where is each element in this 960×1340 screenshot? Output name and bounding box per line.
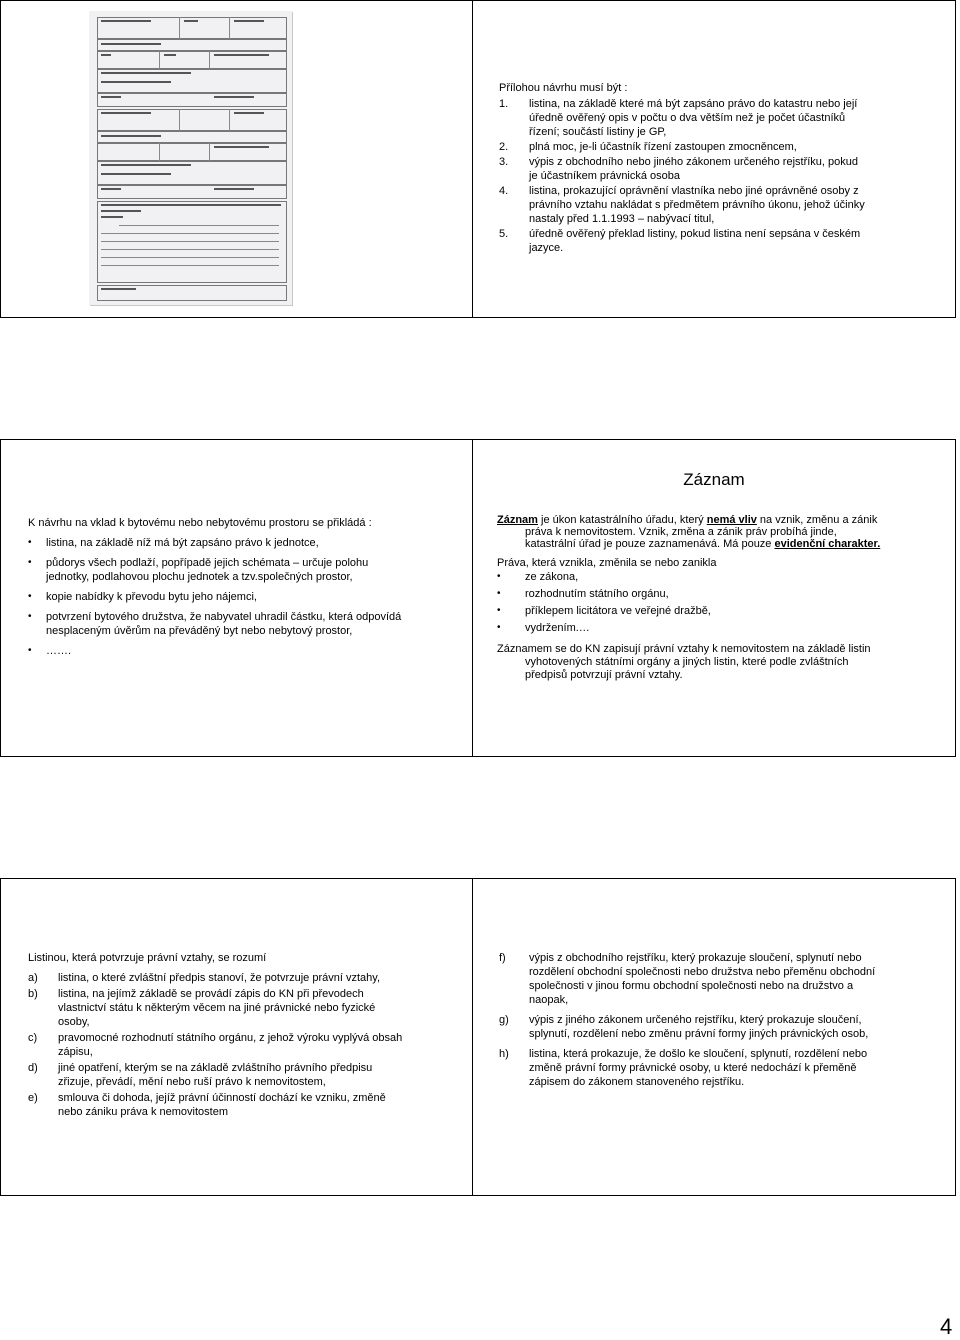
list-item: a) listina, o které zvláštní předpis stanoví, že potvrzuje právní vztahy, bbox=[28, 972, 381, 984]
attachments-list bbox=[499, 81, 869, 256]
list-item: • rozhodnutím státního orgánu, bbox=[497, 587, 887, 601]
list-item: • půdorys všech podlaží, popřípadě jejich schémata – určuje polohu jednotky, podlahovou plochu jednotek a tzv.společných prostor, bbox=[28, 556, 408, 584]
list-item: f) výpis z obchodního rejstříku, který prokazuje sloučení, splynutí nebo rozdělení obchodní společnosti nebo družstva nebo přeměnu obchodní společnosti v jinou formu obchodní společnosti nebo na družstvo a naopak, bbox=[499, 952, 876, 1006]
documents-heading: Listinou, která potvrzuje právní vztahy, se rozumí bbox=[28, 952, 267, 964]
list-item: 3. výpis z obchodního nebo jiného zákonem určeného rejstříku, pokud je účastníkem právnická osoba bbox=[499, 156, 858, 182]
list-item: • příklepem licitátora ve veřejné dražbě, bbox=[497, 604, 887, 618]
list-item: e) smlouva či dohoda, jejíž právní účinností dochází ke vzniku, změně nebo zániku práva k nemovitostem bbox=[28, 1092, 386, 1118]
slide-6 bbox=[472, 878, 956, 1196]
page-number: 4 bbox=[940, 1314, 953, 1339]
slide-5 bbox=[0, 878, 484, 1196]
list-item: • potvrzení bytového družstva, že nabyvatel uhradil částku, která odpovídá nesplaceným úvěrům na převáděný byt nebo nebytový prostor, bbox=[28, 610, 408, 638]
record-paragraph: Záznamem se do KN zapisují právní vztahy k nemovitostem na základě listin vyhotovených státními orgány a jiných listin, které podle zvláštních předpisů potvrzují právní vztahy. bbox=[497, 643, 871, 681]
list-item: d) jiné opatření, kterým se na základě zvláštního právního předpisu zřizuje, převádí, mění nebo ruší právo k nemovitostem, bbox=[28, 1062, 373, 1088]
definition-paragraph: Záznam je úkon katastrálního úřadu, který nemá vliv na vznik, změnu a zánik práva k nemovitostem. Vznik, změna a zánik práv probíhá jinde, katastrální úřad je pouze zaznamenává. Má pouze evidenční charakter. bbox=[497, 514, 881, 550]
slide-title: Záznam bbox=[683, 470, 745, 489]
list-item: 5. úředně ověřený překlad listiny, pokud listina není sepsána v českém jazyce. bbox=[499, 228, 861, 254]
list-item: • ze zákona, bbox=[497, 570, 887, 584]
list-item: • kopie nabídky k převodu bytu jeho nájemci, bbox=[28, 590, 408, 604]
slide-body bbox=[497, 514, 887, 688]
list-item: h) listina, která prokazuje, že došlo ke sloučení, splynutí, rozdělení nebo změně právní formy právnické osoby, u které nedochází k přeměně zápisem do zákonem stanoveného rejstříku. bbox=[499, 1048, 868, 1088]
rights-list bbox=[497, 570, 887, 635]
documents-list bbox=[28, 951, 408, 1121]
slide-4 bbox=[472, 439, 956, 757]
attachments-heading: Přílohou návrhu musí být : bbox=[499, 82, 628, 94]
slide-3 bbox=[0, 439, 484, 757]
list-item: • ……. bbox=[28, 644, 408, 658]
slide-1 bbox=[0, 0, 484, 318]
list-item: • vydržením.… bbox=[497, 621, 887, 635]
unit-attachments-heading: K návrhu na vklad k bytovému nebo nebytovému prostoru se přikládá : bbox=[28, 517, 372, 529]
rights-intro: Práva, která vznikla, změnila se nebo zanikla bbox=[497, 557, 717, 569]
slide-2 bbox=[472, 0, 956, 318]
list-item: 4. listina, prokazující oprávnění vlastníka nebo jiné oprávněné osoby z právního vztahu nakládat s předmětem právního úkonu, jehož účinky nastaly před 1.1.1993 – nabývací titul, bbox=[499, 185, 865, 225]
list-item: g) výpis z jiného zákonem určeného rejstříku, který prokazuje sloučení, splynutí, rozdělení nebo změnu právní formy jiných právnických osob, bbox=[499, 1014, 869, 1040]
list-item: 1. listina, na základě které má být zapsáno právo do katastru nebo její úředně ověřený opis v počtu o dva větším než je počet účastníků řízení; součástí listiny je GP, bbox=[499, 98, 858, 138]
list-item: c) pravomocné rozhodnutí státního orgánu, z jehož výroku vyplývá obsah zápisu, bbox=[28, 1032, 403, 1058]
documents-list-continued bbox=[499, 951, 889, 1091]
scanned-form-image bbox=[89, 11, 292, 305]
list-item: • listina, na základě níž má být zapsáno právo k jednotce, bbox=[28, 536, 408, 550]
unit-attachments-list bbox=[28, 516, 408, 664]
list-item: b) listina, na jejímž základě se provádí zápis do KN při převodech vlastnictví státu k některým věcem na jiné právnické nebo fyzické osoby, bbox=[28, 988, 376, 1028]
list-item: 2. plná moc, je-li účastník řízení zastoupen zmocněncem, bbox=[499, 141, 797, 153]
